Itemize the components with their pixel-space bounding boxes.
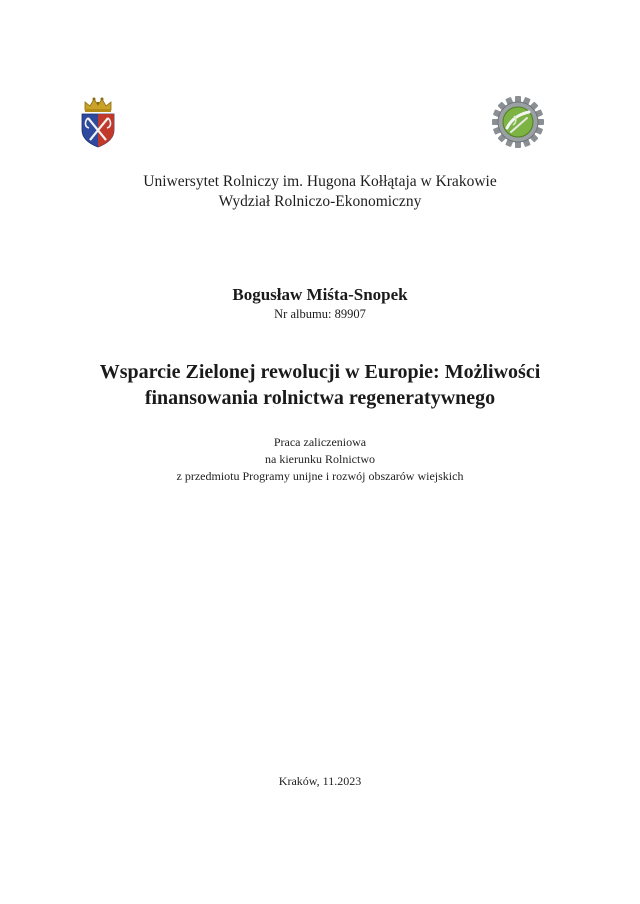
university-name: Uniwersytet Rolniczy im. Hugona Kołłątaja w Krakowie [143,173,497,190]
place-and-date: Kraków, 11.2023 [278,774,362,788]
thesis-title-line-2: finansowania rolnictwa regeneratywnego [144,387,496,409]
course-name: z przedmiotu Programy unijne i rozwój obszarów wiejskich [176,469,464,483]
university-crest-icon [80,94,116,148]
thesis-title-line-1: Wsparcie Zielonej rewolucji w Europie: Możliwości [99,361,541,383]
author-name: Bogusław Miśta-Snopek [232,285,408,304]
work-type: Praca zaliczeniowa [273,435,367,449]
faculty-name: Wydział Rolniczo-Ekonomiczny [218,193,422,210]
faculty-gear-emblem-icon [492,96,544,148]
field-of-study: na kierunku Rolnictwo [265,452,375,466]
album-number: Nr albumu: 89907 [274,307,366,321]
